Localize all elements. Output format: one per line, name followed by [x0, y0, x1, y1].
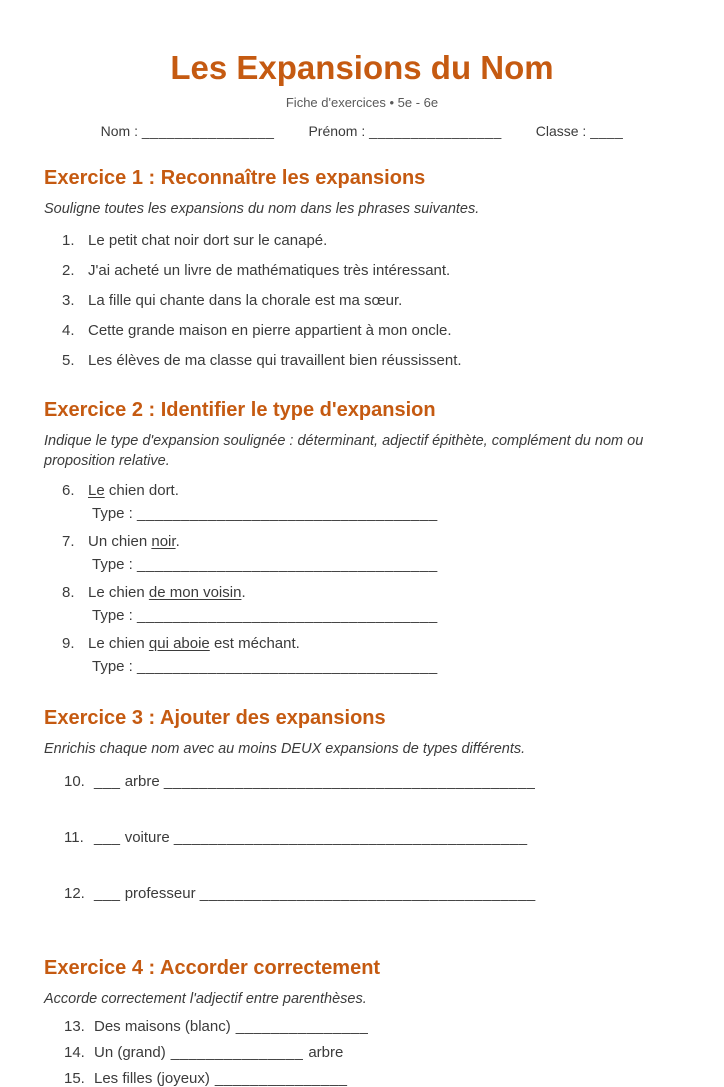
item-number: 7. [62, 533, 75, 550]
exercise-3-section [44, 706, 680, 902]
item-sentence [44, 482, 680, 499]
item-number: 3. [62, 292, 75, 309]
prenom-field [308, 123, 501, 139]
exercise-item-15 [44, 1070, 680, 1087]
answer-blank-line: _______________ [235, 1018, 369, 1035]
item-text: Le chien de mon voisin. [88, 584, 246, 601]
exercise-4-heading: Exercice 4 : Accorder correctement [44, 957, 381, 979]
item-number: 15. [64, 1070, 85, 1087]
exercise-item-1 [44, 233, 680, 249]
exercise-item-7 [44, 533, 680, 573]
item-text [94, 773, 535, 790]
item-number: 6. [62, 482, 75, 499]
exercise-4-section [44, 956, 680, 1087]
type-label: Type : [92, 658, 133, 675]
item-text: Le chien qui aboie est méchant. [88, 635, 300, 652]
item-sentence [44, 635, 680, 652]
exercise-1-instruction: Souligne toutes les expansions du nom dans les phrases suivantes. [44, 201, 480, 217]
exercise-item-3 [44, 293, 680, 309]
exercise-1-list [44, 233, 680, 369]
type-label: Type : [92, 607, 133, 624]
item-number: 14. [64, 1044, 85, 1061]
item-text: Les filles (joyeux) _______________ [94, 1070, 348, 1087]
worksheet-header [44, 50, 680, 139]
student-info-row [44, 123, 680, 139]
exercise-2-list [44, 482, 680, 675]
exercise-item-12 [44, 885, 680, 902]
answer-blank-line: _______________ [170, 1044, 304, 1061]
determiner-blank-line: ___ [94, 829, 121, 846]
exercise-item-8 [44, 584, 680, 624]
item-number: 13. [64, 1018, 85, 1035]
item-sentence [44, 533, 680, 550]
noun-word: arbre [124, 773, 160, 790]
item-number: 8. [62, 584, 75, 601]
item-number: 9. [62, 635, 75, 652]
item-suffix: arbre [308, 1044, 344, 1061]
exercise-item-9 [44, 635, 680, 675]
item-text [94, 885, 536, 902]
exercise-2-heading: Exercice 2 : Identifier le type d'expansion [44, 399, 436, 421]
exercise-2-section [44, 398, 680, 675]
page-title: Les Expansions du Nom [170, 49, 554, 86]
expansion-blank-line: ________________________________________ [173, 829, 528, 846]
type-blank-line: __________________________________ [137, 556, 438, 573]
exercise-3-list [44, 773, 680, 902]
noun-word: voiture [124, 829, 170, 846]
exercise-4-instruction: Accorde correctement l'adjectif entre parenthèses. [44, 991, 367, 1007]
exercise-item-4 [44, 323, 680, 339]
exercise-item-11 [44, 829, 680, 846]
exercise-item-5 [44, 353, 680, 369]
type-blank-line: __________________________________ [137, 658, 438, 675]
item-text: Un (grand) _______________ arbre [94, 1044, 344, 1061]
type-answer-row [44, 556, 680, 573]
nom-label: Nom : [100, 123, 138, 139]
exercise-item-6 [44, 482, 680, 522]
item-text: Le petit chat noir dort sur le canapé. [88, 232, 328, 249]
exercise-2-instruction: Indique le type d'expansion soulignée : déterminant, adjectif épithète, complément du nom ou proposition relative. [44, 433, 644, 469]
exercise-item-10 [44, 773, 680, 790]
nom-field [101, 123, 275, 139]
item-text: J'ai acheté un livre de mathématiques très intéressant. [88, 262, 451, 279]
exercise-4-list [44, 1018, 680, 1087]
noun-word: professeur [124, 885, 196, 902]
exercise-1-heading: Exercice 1 : Reconnaître les expansions [44, 167, 426, 189]
underlined-expansion: noir [151, 533, 176, 550]
underlined-expansion: Le [88, 482, 105, 499]
page-subtitle: Fiche d'exercices • 5e - 6e [285, 95, 439, 110]
prenom-blank-line: ________________ [369, 123, 502, 139]
prenom-label: Prénom : [308, 123, 366, 139]
item-number: 10. [64, 773, 85, 790]
type-blank-line: __________________________________ [137, 607, 438, 624]
exercise-item-14 [44, 1044, 680, 1061]
type-label: Type : [92, 505, 133, 522]
expansion-blank-line: ______________________________________ [199, 885, 536, 902]
answer-blank-line: _______________ [214, 1070, 348, 1087]
item-text: La fille qui chante dans la chorale est ma sœur. [88, 292, 403, 309]
item-text: Cette grande maison en pierre appartient à mon oncle. [88, 322, 452, 339]
exercise-3-heading: Exercice 3 : Ajouter des expansions [44, 707, 386, 729]
type-answer-row [44, 607, 680, 624]
type-answer-row [44, 505, 680, 522]
classe-blank-line: ____ [590, 123, 624, 139]
item-number: 4. [62, 322, 75, 339]
type-label: Type : [92, 556, 133, 573]
expansion-blank-line: __________________________________________ [163, 773, 536, 790]
item-text: Le chien dort. [88, 482, 179, 499]
item-text [94, 829, 528, 846]
item-number: 5. [62, 352, 75, 369]
nom-blank-line: ________________ [141, 123, 275, 139]
determiner-blank-line: ___ [94, 885, 121, 902]
type-blank-line: __________________________________ [137, 505, 438, 522]
item-number: 2. [62, 262, 75, 279]
type-answer-row [44, 658, 680, 675]
exercise-item-2 [44, 263, 680, 279]
classe-field [536, 123, 624, 139]
item-text: Les élèves de ma classe qui travaillent bien réussissent. [88, 352, 462, 369]
item-number: 1. [62, 232, 75, 249]
item-number: 11. [64, 829, 84, 846]
underlined-expansion: qui aboie [148, 635, 210, 652]
item-text: Un chien noir. [88, 533, 180, 550]
item-number: 12. [64, 885, 85, 902]
exercise-1-section [44, 166, 680, 369]
item-text: Des maisons (blanc) _______________ [94, 1018, 369, 1035]
classe-label: Classe : [535, 123, 587, 139]
item-sentence [44, 584, 680, 601]
exercise-item-13 [44, 1018, 680, 1035]
underlined-expansion: de mon voisin [148, 584, 242, 601]
exercise-3-instruction: Enrichis chaque nom avec au moins DEUX expansions de types différents. [44, 741, 526, 757]
determiner-blank-line: ___ [94, 773, 121, 790]
